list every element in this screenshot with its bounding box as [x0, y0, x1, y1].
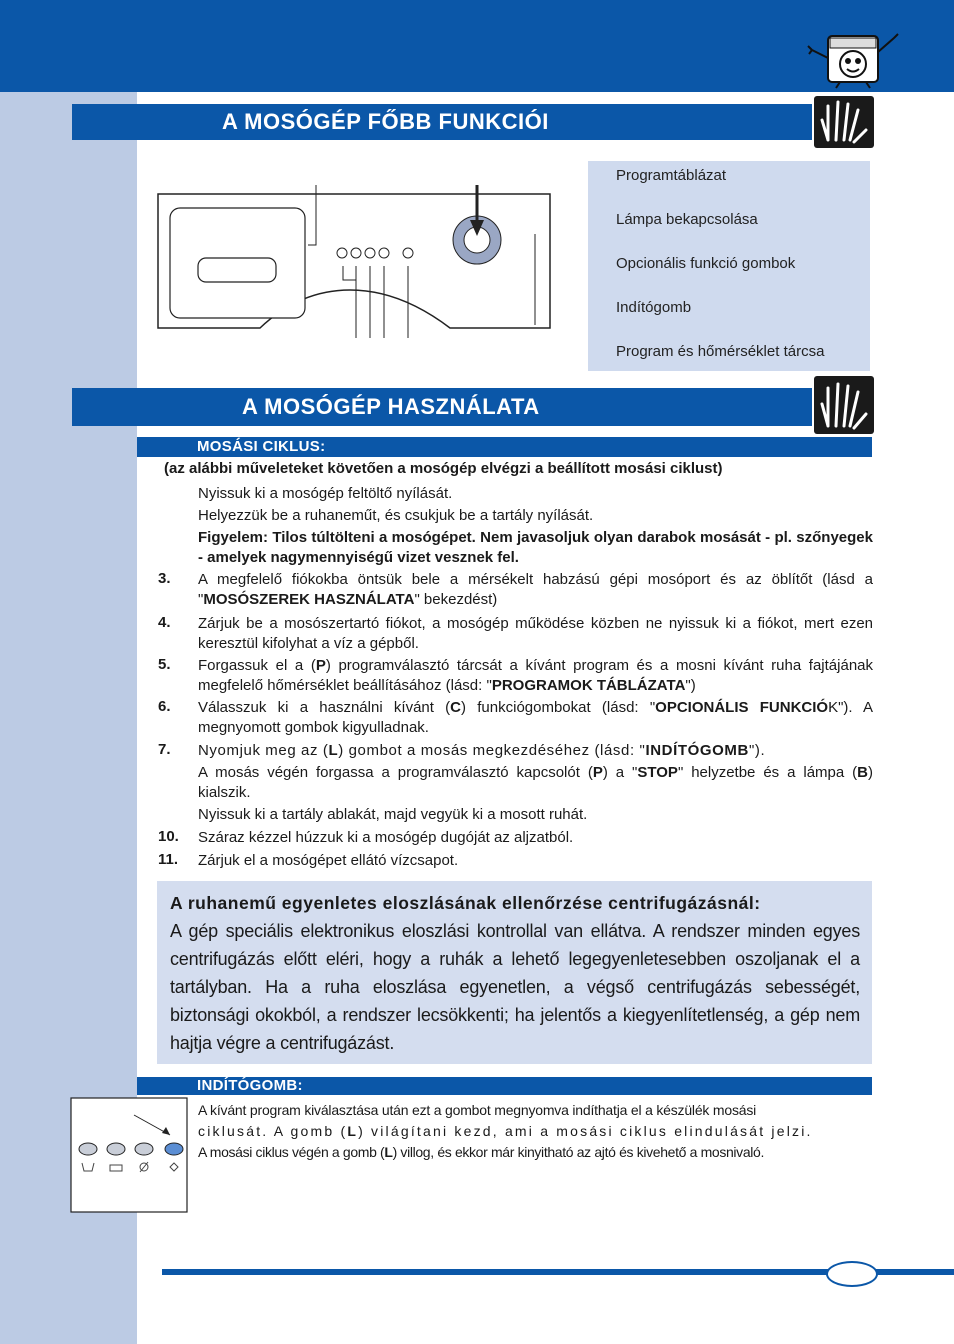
legend-box	[588, 161, 870, 371]
hand-icon	[814, 376, 874, 434]
control-panel-illustration	[150, 180, 560, 340]
subtitle-text: MOSÁSI CIKLUS:	[197, 438, 326, 455]
step-7c-text: Nyissuk ki a tartály ablakát, majd vegyük ki a mosott ruhát.	[198, 806, 588, 823]
step-number: 11.	[158, 851, 179, 868]
instruction-line: Nyissuk ki a mosógép feltöltő nyílását.	[198, 485, 453, 502]
step-10-text: Száraz kézzel húzzuk ki a mosógép dugóját az aljzatból.	[198, 829, 574, 846]
legend-item-option-buttons: Opcionális funkció gombok	[616, 255, 796, 272]
step-number: 3.	[158, 570, 171, 587]
section-title-usage	[72, 388, 812, 426]
step-number: 7.	[158, 741, 171, 758]
step-11-text: Zárjuk el a mosógépet ellátó vízcsapot.	[198, 852, 459, 869]
legend-item-lamp: Lámpa bekapcsolása	[616, 211, 758, 228]
section-title-text: A MOSÓGÉP FŐBB FUNKCIÓI	[222, 109, 549, 134]
legend-item-start-button: Indítógomb	[616, 299, 692, 316]
step-7-text: Nyomjuk meg az (L) gombot a mosás megkezdéséhez (lásd: "INDÍTÓGOMB").	[198, 742, 766, 759]
warning-text: Figyelem: Tilos túltölteni a mosógépet. Nem javasoljuk olyan darabok mosását - pl. szőnyegek - amelyek nagymennyiségű vizet vesznek fel.	[198, 529, 873, 566]
subtitle-start-button	[137, 1077, 872, 1095]
step-number: 4.	[158, 614, 171, 631]
start-button-description: A kívánt program kiválasztása után ezt a gombot megnyomva indíthatja el a készülék mosási ciklusát. A gomb (L) világítani kezd, ami a mosási ciklus elindulását jelzi. A mosási ciklus végén a gomb (L) villog, és ekkor már kinyitható az ajtó és kivehető a mosnivaló.	[198, 1102, 813, 1160]
section-title-functions	[72, 104, 812, 140]
info-box-balance	[157, 881, 872, 1064]
mascot-washer-icon	[806, 28, 902, 90]
legend-item-program-table: Programtáblázat	[616, 167, 727, 184]
button-panel-illustration	[70, 1097, 188, 1213]
legend-item-program-dial: Program és hőmérséklet tárcsa	[616, 343, 825, 360]
page-number-oval	[826, 1261, 878, 1287]
instruction-line: Helyezzük be a ruhaneműt, és csukjuk be a tartály nyílását.	[198, 507, 594, 524]
step-6-text: Válasszuk ki a használni kívánt (C) funkciógombokat (lásd: "OPCIONÁLIS FUNKCIÓK"). A megnyomott gombok kigyulladnak.	[198, 699, 873, 736]
step-7b-text: A mosás végén forgassa a programválasztó kapcsolót (P) a "STOP" helyzetbe és a lámpa (B) kialszik.	[198, 764, 873, 801]
subtitle-text: INDÍTÓGOMB:	[197, 1077, 303, 1094]
step-5-text: Forgassuk el a (P) programválasztó tárcsát a kívánt program és a mosni kívánt ruha fajtájának megfelelő hőmérséklet beállításához (lásd: "PROGRAMOK TÁBLÁZATA")	[198, 657, 873, 694]
step-number: 10.	[158, 828, 179, 845]
step-3-text: A megfelelő fiókokba öntsük bele a mérsékelt habzású gépi mosóport és az öblítőt (lásd a "MOSÓSZEREK HASZNÁLATA" bekezdést)	[198, 571, 873, 608]
step-number: 6.	[158, 698, 171, 715]
info-box-heading: A ruhanemű egyenletes eloszlásának ellenőrzése centrifugázásnál:	[170, 893, 761, 913]
hand-icon	[814, 96, 874, 148]
subtitle-wash-cycle	[137, 437, 872, 457]
section-title-text: A MOSÓGÉP HASZNÁLATA	[242, 394, 540, 419]
intro-text: (az alábbi műveleteket követően a mosógép elvégzi a beállított mosási ciklust)	[164, 460, 723, 477]
step-number: 5.	[158, 656, 171, 673]
info-box-body: A gép speciális elektronikus eloszlási kontrollal van ellátva. A rendszer minden egyes centrifugázás előtt eléri, hogy a ruhák a lehető legegyenletesebben oszoljanak el a tartályban. Ha a ruha eloszlása egyenetlen, a végső centrifugázás sebességét, biztonsági okokból, a rendszer lecsökkenti; ha jelentős a kiegyenlítetlenség, a gép nem hajtja végre a centrifugázást.	[170, 921, 860, 1053]
step-4-text: Zárjuk be a mosószertartó fiókot, a mosógép működése közben ne nyissuk ki a fiókot, mert ezen keresztül kifolyhat a víz a gépből.	[198, 615, 873, 652]
